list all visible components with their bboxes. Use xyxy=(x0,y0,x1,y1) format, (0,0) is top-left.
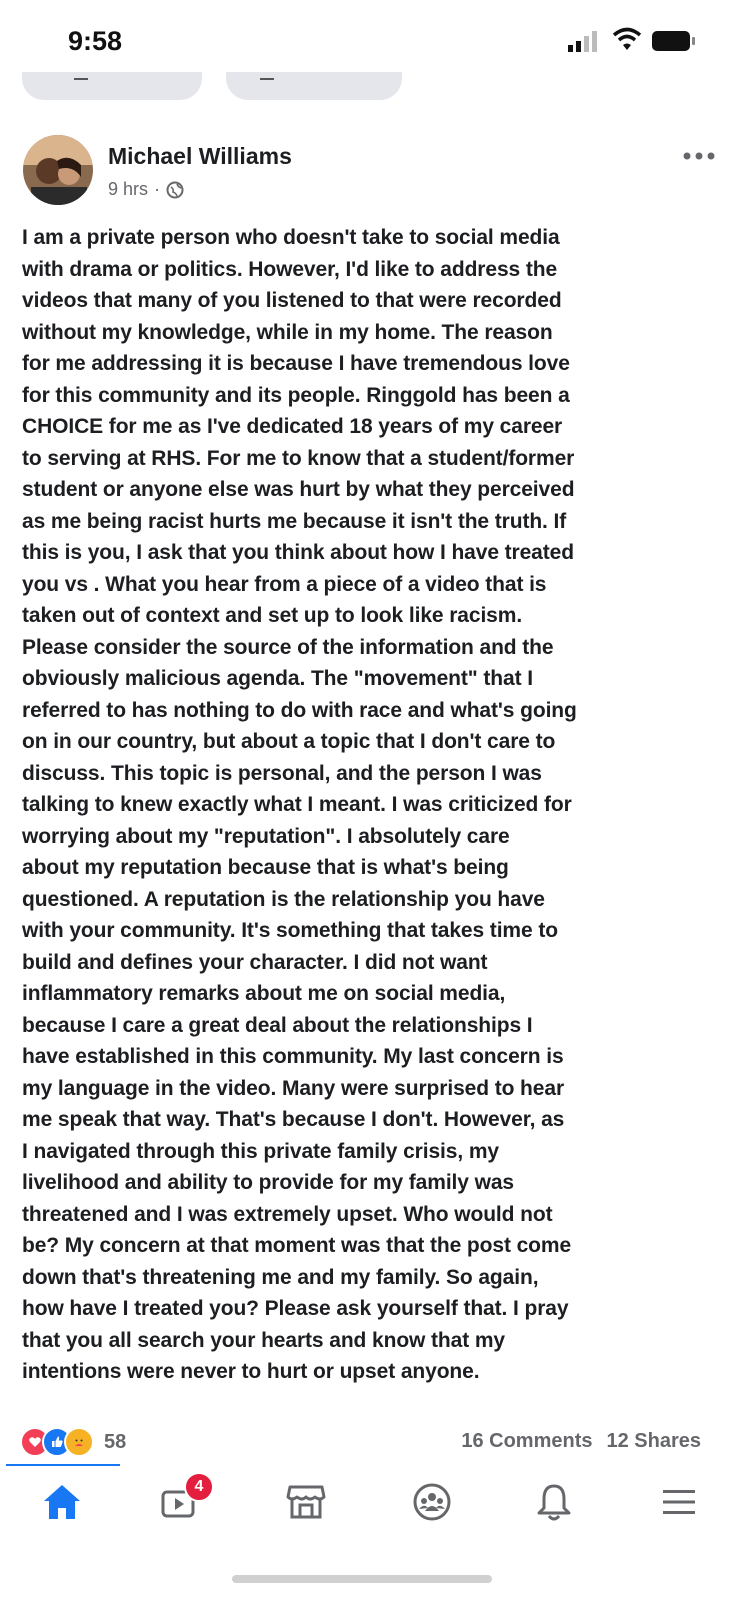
status-time: 9:58 xyxy=(68,26,123,56)
bell-icon xyxy=(536,1482,572,1522)
watch-badge: 4 xyxy=(184,1472,214,1502)
groups-icon xyxy=(412,1482,452,1522)
post-timestamp[interactable]: 9 hrs xyxy=(108,179,149,199)
post-body: I am a private person who doesn't take to social media with drama or politics. However, I'd like to address the videos that many of you listened to that were recorded without my knowledge, while in my home. The reason for me addressing it is because I have tremendous love for this community and its people. Ringgold has been a CHOICE for me as I've dedicated 18 years of my career to serving at RHS. For me to know that a student/former student or anyone else was hurt by what they perceived as me being racist hurts me because it isn't the truth. If this is you, I ask that you think about how I have treated you vs . What you hear from a piece of a video that is taken out of context and set up to look like racism. Please consider the source of the information and the obviously malicious agenda. The "movement" that I referred to has nothing to do with race and what's going on in our country, but about a topic that I don't care to discuss. This topic is personal, and the person I was talking to knew exactly what I meant. I was criticized for worrying about my "reputation". I absolutely care about my reputation because that is what's being questioned. A reputation is the relationship you have with your community. It's something that takes time to build and defines your character. I did not want inflammatory remarks about me on social media, because I care a great deal about the relationships I have established in this community. My last concern is my language in the video. Many were surprised to hear me speak that way. That's because I don't. However, as I navigated through this private family crisis, my livelihood and ability to provide for my family was threatened and I was extremely upset. Who would not be? My concern at that moment was that the post come down that's threatening me and my family. So again, how have I treated you? Please ask yourself that. I pray that you all search your hearts and know that my intentions were never to hurt or upset anyone. xyxy=(22,226,577,1383)
more-icon[interactable] xyxy=(682,150,716,162)
nav-marketplace[interactable] xyxy=(282,1478,330,1526)
nav-notifications[interactable] xyxy=(530,1478,578,1526)
reaction-count[interactable]: 58 xyxy=(104,1430,127,1453)
comments-count[interactable]: 16 Comments xyxy=(461,1430,593,1452)
nav-groups[interactable] xyxy=(408,1478,456,1526)
marketplace-icon xyxy=(286,1483,326,1521)
avatar-photo xyxy=(23,135,93,205)
globe-icon xyxy=(166,181,184,199)
home-indicator[interactable] xyxy=(232,1575,492,1583)
reactions-summary[interactable] xyxy=(20,1427,126,1457)
shares-count[interactable]: 12 Shares xyxy=(606,1430,701,1452)
bottom-nav xyxy=(0,1466,739,1536)
home-icon xyxy=(42,1483,82,1521)
meta-separator: · xyxy=(154,179,161,199)
post-meta xyxy=(108,179,184,200)
nav-home[interactable] xyxy=(38,1478,86,1526)
top-chip-right[interactable] xyxy=(226,72,402,100)
battery-icon xyxy=(652,31,696,51)
nav-menu[interactable] xyxy=(655,1478,703,1526)
wifi-icon xyxy=(612,26,642,52)
care-reaction-icon xyxy=(64,1427,94,1457)
engagement-counts xyxy=(461,1430,701,1453)
top-chip-left[interactable] xyxy=(22,72,202,100)
status-bar xyxy=(0,0,739,80)
avatar[interactable] xyxy=(23,135,93,205)
post-author[interactable]: Michael Williams xyxy=(108,143,292,169)
nav-watch[interactable] xyxy=(156,1478,204,1526)
signal-icon xyxy=(568,30,598,52)
menu-icon xyxy=(660,1486,698,1518)
